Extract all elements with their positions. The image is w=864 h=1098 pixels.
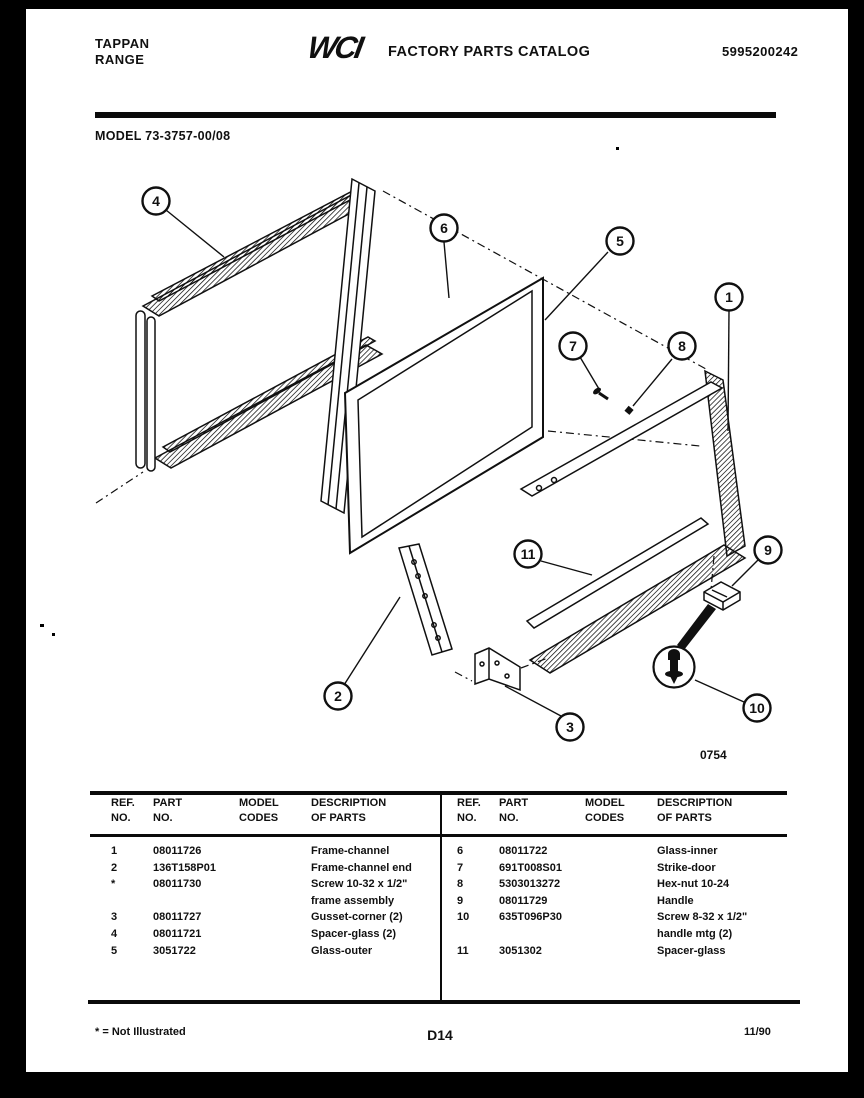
cell-model (239, 860, 311, 877)
cell-ref: 8 (457, 878, 464, 891)
cell-ref: 2 (111, 861, 118, 874)
cell-ref: 5 (111, 944, 118, 957)
col-desc: DESCRIPTION OF PARTS (311, 797, 387, 824)
part-frame-channel (521, 371, 745, 673)
scan-edge-right (848, 0, 864, 1098)
col-model: MODEL CODES (585, 797, 625, 824)
wci-logo: WCI (305, 30, 364, 65)
frame-channel-end-cap (147, 317, 155, 471)
cell-desc: Handle (657, 894, 694, 907)
cell-part: 635T096P30 (499, 911, 562, 924)
screw-leader-bold (677, 604, 716, 650)
cell-part: 08011721 (153, 927, 202, 940)
scan-edge-bottom (0, 1072, 864, 1098)
part-spacer-glass-assembly (136, 179, 382, 513)
cell-part (153, 893, 239, 910)
part-gusset-corner (475, 648, 520, 690)
table-top-border (90, 791, 787, 795)
cell-model (585, 843, 657, 860)
cell-part: 08011730 (153, 878, 202, 891)
drawing-number: 0754 (700, 748, 727, 762)
table-row (95, 926, 441, 943)
table-row (441, 843, 785, 860)
cell-part: 5303013272 (499, 878, 561, 891)
svg-text:7: 7 (569, 338, 577, 354)
col-model: MODEL CODES (239, 797, 279, 824)
cell-ref: 3 (111, 911, 118, 924)
cell-part: 136T158P01 (153, 861, 216, 874)
cell-desc: Strike-door (657, 861, 716, 874)
col-ref: REF. NO. (457, 797, 481, 824)
svg-text:2: 2 (334, 688, 342, 704)
cell-part: 08011722 (499, 845, 548, 857)
cell-ref: 4 (111, 927, 118, 940)
callout-3 (557, 714, 584, 741)
cell-model (585, 876, 657, 893)
cell-desc: Gusset-corner (2) (311, 911, 403, 924)
part-screw-and-nut (592, 386, 634, 415)
callout-5 (607, 228, 634, 255)
cell-ref (457, 926, 499, 943)
cell-desc: handle mtg (2) (657, 927, 733, 940)
cell-ref: 11 (457, 944, 469, 957)
revision-date: 11/90 (744, 1026, 771, 1038)
publication-number: 5995200242 (722, 44, 799, 59)
cell-desc: Spacer-glass (657, 944, 726, 957)
table-bottom-border (88, 1000, 800, 1004)
svg-text:10: 10 (749, 700, 765, 716)
cell-part: 3051302 (499, 944, 542, 957)
scan-speck (52, 633, 55, 636)
cell-ref: * (111, 878, 116, 891)
callout-6 (431, 215, 458, 242)
cell-ref (111, 893, 153, 910)
svg-text:3: 3 (566, 719, 574, 735)
callout-2 (325, 683, 352, 710)
parts-table-right (441, 843, 785, 959)
callout-11 (515, 541, 542, 568)
frame-right-column (705, 371, 745, 556)
not-illustrated-note: * = Not Illustrated (95, 1026, 186, 1038)
cell-part: 3051722 (153, 944, 196, 957)
cell-desc: Glass-inner (657, 845, 718, 857)
callout-7 (560, 333, 587, 360)
table-row (441, 943, 785, 960)
model-number-line: MODEL 73-3757-00/08 (95, 129, 231, 143)
catalog-title: FACTORY PARTS CATALOG (388, 44, 591, 60)
callout-1 (716, 284, 743, 311)
cell-model (239, 909, 311, 926)
table-row (95, 843, 441, 860)
scan-edge-left (0, 0, 26, 1098)
brand-name (95, 36, 150, 68)
svg-text:6: 6 (440, 220, 448, 236)
cell-model (585, 860, 657, 877)
cell-desc: Screw 10-32 x 1/2" (311, 878, 408, 891)
table-row (95, 909, 441, 926)
cell-ref: 9 (457, 894, 464, 907)
svg-text:5: 5 (616, 233, 624, 249)
cell-desc: Spacer-glass (2) (311, 927, 396, 940)
brand-line2: RANGE (95, 52, 145, 67)
table-row (441, 876, 785, 893)
col-part: PART NO. (153, 797, 183, 824)
cell-model (239, 876, 311, 893)
spacer-rail-top-front (143, 193, 371, 316)
callout-4 (143, 188, 170, 215)
part-frame-channel-end-bar (399, 544, 452, 655)
parts-table-left (95, 843, 441, 959)
col-desc: DESCRIPTION OF PARTS (657, 797, 733, 824)
cell-model (239, 943, 311, 960)
cell-desc: frame assembly (311, 894, 395, 907)
cell-part: 691T008S01 (499, 861, 562, 874)
cell-ref: 10 (457, 911, 470, 924)
screw-detail-circle (654, 604, 717, 688)
page-number: D14 (427, 1027, 453, 1043)
cell-desc: Frame-channel (311, 845, 390, 857)
cell-part: 08011729 (499, 894, 548, 907)
cell-model (239, 926, 311, 943)
cell-model (585, 926, 657, 943)
callout-8 (669, 333, 696, 360)
table-row (441, 893, 785, 910)
svg-text:9: 9 (764, 542, 772, 558)
svg-text:4: 4 (152, 193, 160, 209)
table-row (441, 860, 785, 877)
frame-channel-end-cap (136, 311, 145, 468)
table-row (95, 943, 441, 960)
cell-model (239, 893, 311, 910)
cell-model (239, 843, 311, 860)
table-header-border (90, 834, 787, 837)
cell-desc: Frame-channel end (311, 861, 412, 874)
scan-edge-top (0, 0, 864, 9)
cell-desc: Screw 8-32 x 1/2" (657, 911, 748, 924)
cell-part: 08011726 (153, 845, 202, 857)
cell-desc: Hex-nut 10-24 (657, 878, 730, 891)
cell-ref: 6 (457, 845, 464, 857)
callout-9 (755, 537, 782, 564)
cell-part: 08011727 (153, 911, 202, 924)
header-rule (95, 112, 776, 118)
callout-10 (744, 695, 771, 722)
brand-line1: TAPPAN (95, 36, 150, 51)
cell-model (585, 909, 657, 926)
col-part: PART NO. (499, 797, 529, 824)
scan-speck (616, 147, 619, 150)
cell-ref: 1 (111, 845, 118, 857)
part-inner-glass-panel (345, 278, 543, 553)
table-row (441, 926, 785, 943)
cell-model (585, 943, 657, 960)
svg-text:8: 8 (678, 338, 686, 354)
svg-text:1: 1 (725, 289, 733, 305)
table-row (441, 909, 785, 926)
svg-text:11: 11 (520, 546, 536, 562)
col-ref: REF. NO. (111, 797, 135, 824)
cell-ref: 7 (457, 861, 464, 874)
cell-model (585, 893, 657, 910)
table-row (95, 893, 441, 910)
table-row (95, 860, 441, 877)
table-row (95, 876, 441, 893)
scan-speck (40, 624, 44, 627)
cell-desc: Glass-outer (311, 944, 373, 957)
cell-part (499, 926, 585, 943)
